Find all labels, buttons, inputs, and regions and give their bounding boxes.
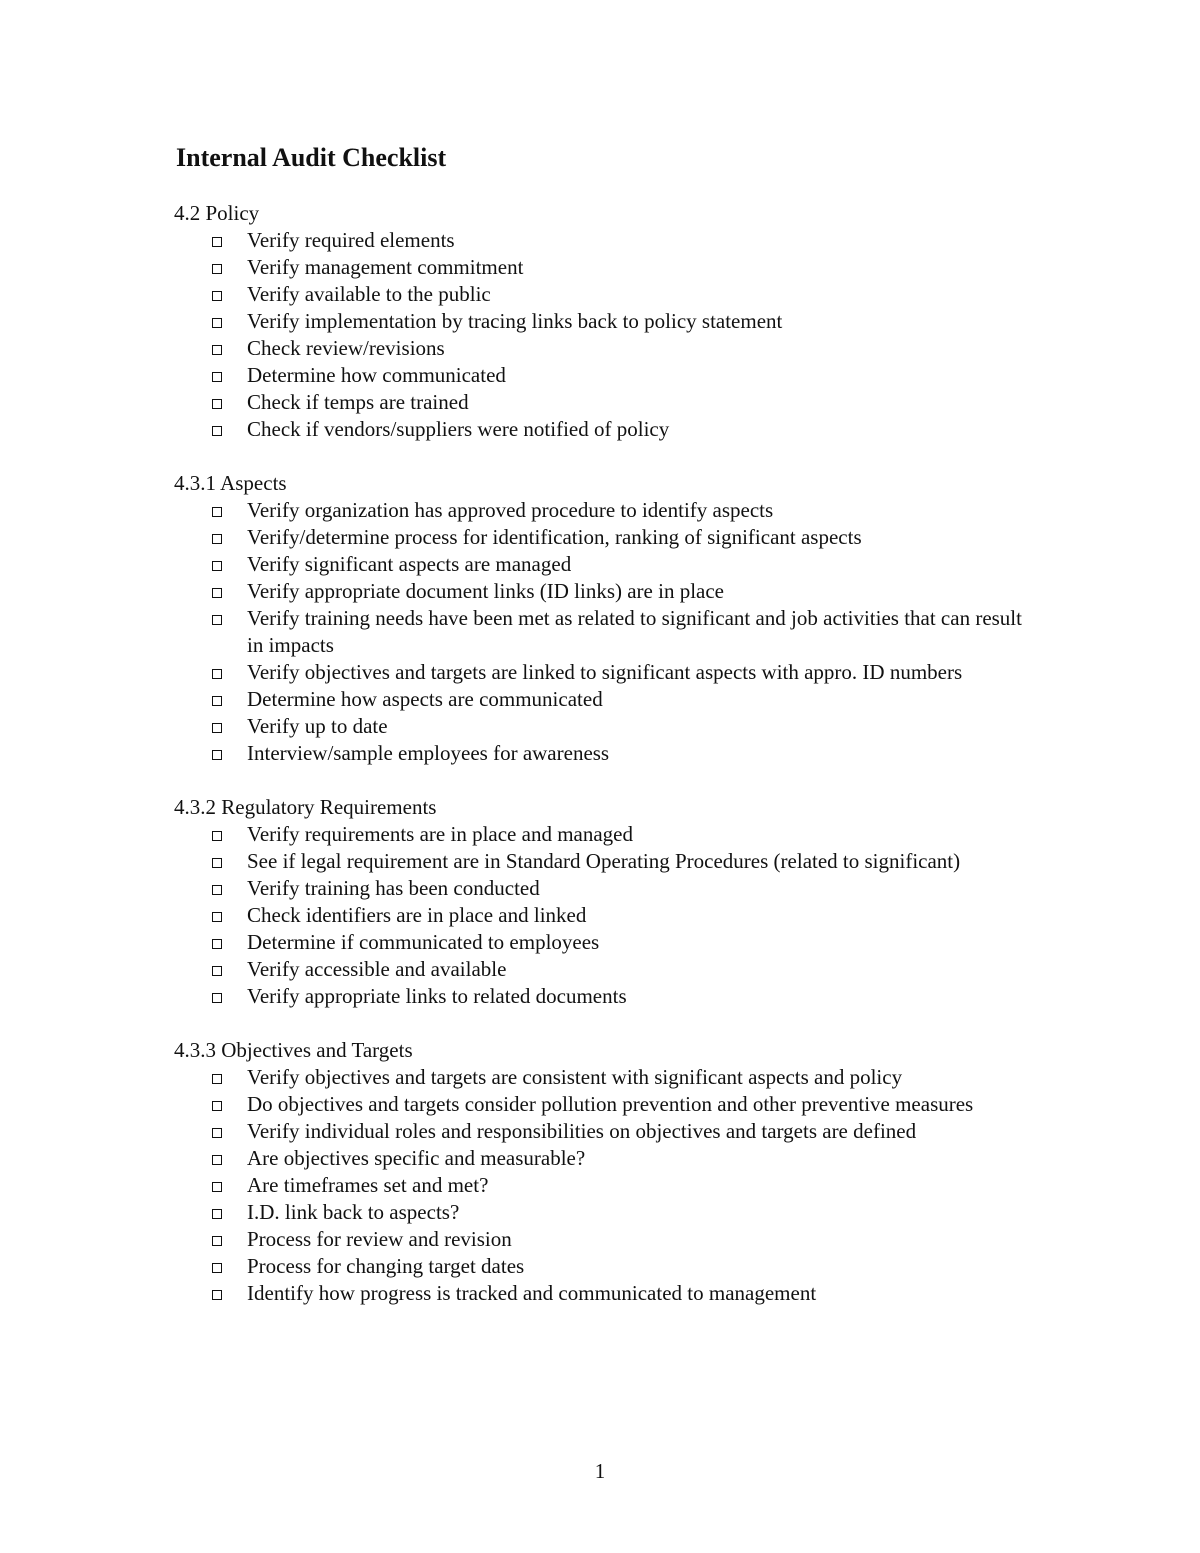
- checklist-section: [174, 470, 1054, 767]
- checklist-item: [174, 362, 1037, 389]
- checkbox-icon[interactable]: [212, 1128, 222, 1138]
- checklist-item: [174, 389, 1037, 416]
- checklist-item: [174, 659, 1037, 686]
- checklist-item: [174, 821, 1037, 848]
- checkbox-icon[interactable]: [212, 1155, 222, 1165]
- checklist-item: [174, 281, 1037, 308]
- checklist-item: [174, 227, 1037, 254]
- checklist-item-text: Verify objectives and targets are consistent with significant aspects and policy: [247, 1065, 903, 1089]
- checklist-item-text: Verify individual roles and responsibilities on objectives and targets are defined: [247, 1119, 917, 1143]
- checklist-item: [174, 254, 1037, 281]
- checklist-item: [174, 308, 1037, 335]
- checkbox-icon[interactable]: [212, 696, 222, 706]
- checklist-item-text: Are objectives specific and measurable?: [247, 1146, 586, 1170]
- checklist-item: [174, 497, 1037, 524]
- section-heading: 4.2 Policy: [174, 201, 260, 225]
- checklist-item-text: Verify requirements are in place and managed: [247, 822, 633, 846]
- checkbox-icon[interactable]: [212, 291, 222, 301]
- checklist-item-text: Process for changing target dates: [247, 1254, 525, 1278]
- checklist-item: [174, 335, 1037, 362]
- checkbox-icon[interactable]: [212, 966, 222, 976]
- checkbox-icon[interactable]: [212, 993, 222, 1003]
- checklist-item-text: Determine how aspects are communicated: [247, 687, 603, 711]
- checkbox-icon[interactable]: [212, 1101, 222, 1111]
- checkbox-icon[interactable]: [212, 561, 222, 571]
- checklist-item-text: Check if temps are trained: [247, 390, 469, 414]
- checklist-item: [174, 848, 1037, 875]
- checkbox-icon[interactable]: [212, 318, 222, 328]
- checklist-item: [174, 713, 1037, 740]
- checklist-item-text: Check if vendors/suppliers were notified of policy: [247, 417, 670, 441]
- checklist-item-text: I.D. link back to aspects?: [247, 1200, 460, 1224]
- checklist-item-text: Check review/revisions: [247, 336, 445, 360]
- checklist-item: [174, 1064, 1037, 1091]
- checklist-item: [174, 740, 1037, 767]
- checklist-item: [174, 605, 1037, 659]
- checkbox-icon[interactable]: [212, 615, 222, 625]
- checklist-item-text: Determine if communicated to employees: [247, 930, 600, 954]
- checklist-item-text: Are timeframes set and met?: [247, 1173, 489, 1197]
- checklist-item: [174, 686, 1037, 713]
- checklist-item: [174, 875, 1037, 902]
- checklist-item: [174, 1145, 1037, 1172]
- checkbox-icon[interactable]: [212, 507, 222, 517]
- checklist-section: [174, 200, 1054, 443]
- checkbox-icon[interactable]: [212, 1236, 222, 1246]
- checklist-item-text: Verify objectives and targets are linked to significant aspects with appro. ID numbers: [247, 660, 963, 684]
- checkbox-icon[interactable]: [212, 237, 222, 247]
- checkbox-icon[interactable]: [212, 534, 222, 544]
- checkbox-icon[interactable]: [212, 939, 222, 949]
- checklist-item: [174, 1172, 1037, 1199]
- checklist-item-text: Verify up to date: [247, 714, 388, 738]
- checklist-content: [174, 200, 1054, 1334]
- document-title: Internal Audit Checklist: [176, 143, 447, 172]
- section-heading: 4.3.1 Aspects: [174, 471, 287, 495]
- checklist-item-text: Verify training has been conducted: [247, 876, 540, 900]
- checklist-item-text: Do objectives and targets consider pollution prevention and other preventive measures: [247, 1092, 974, 1116]
- checkbox-icon[interactable]: [212, 1182, 222, 1192]
- checklist-item: [174, 1199, 1037, 1226]
- checklist-item-text: Verify accessible and available: [247, 957, 507, 981]
- checkbox-icon[interactable]: [212, 885, 222, 895]
- checkbox-icon[interactable]: [212, 750, 222, 760]
- checklist-item: [174, 1226, 1037, 1253]
- checklist-section: [174, 794, 1054, 1010]
- checklist-item-text: Interview/sample employees for awareness: [247, 741, 610, 765]
- checkbox-icon[interactable]: [212, 912, 222, 922]
- checklist-item: [174, 902, 1037, 929]
- checklist-item: [174, 929, 1037, 956]
- checkbox-icon[interactable]: [212, 669, 222, 679]
- checklist-item: [174, 1091, 1037, 1118]
- checklist-item: [174, 1280, 1037, 1307]
- checklist-item: [174, 1118, 1037, 1145]
- checklist-items: [174, 1064, 1054, 1307]
- checklist-item: [174, 1253, 1037, 1280]
- checklist-item: [174, 578, 1037, 605]
- checkbox-icon[interactable]: [212, 723, 222, 733]
- checkbox-icon[interactable]: [212, 264, 222, 274]
- checkbox-icon[interactable]: [212, 345, 222, 355]
- checklist-section: [174, 1037, 1054, 1307]
- checklist-item-text: Verify/determine process for identification, ranking of significant aspects: [247, 525, 862, 549]
- checkbox-icon[interactable]: [212, 1290, 222, 1300]
- checkbox-icon[interactable]: [212, 1074, 222, 1084]
- checklist-items: [174, 227, 1054, 443]
- checklist-item-text: Verify organization has approved procedure to identify aspects: [247, 498, 774, 522]
- checklist-item-text: Verify appropriate links to related documents: [247, 984, 627, 1008]
- checkbox-icon[interactable]: [212, 399, 222, 409]
- section-heading: 4.3.2 Regulatory Requirements: [174, 795, 437, 819]
- checklist-item-text: Process for review and revision: [247, 1227, 512, 1251]
- checklist-item-text: See if legal requirement are in Standard Operating Procedures (related to significant): [247, 849, 961, 873]
- checklist-items: [174, 821, 1054, 1010]
- checkbox-icon[interactable]: [212, 831, 222, 841]
- checklist-item: [174, 524, 1037, 551]
- checklist-item-text: Verify significant aspects are managed: [247, 552, 572, 576]
- checklist-item-text: Determine how communicated: [247, 363, 506, 387]
- page-number: 1: [594, 1459, 606, 1483]
- checkbox-icon[interactable]: [212, 372, 222, 382]
- checklist-item-text: Verify available to the public: [247, 282, 491, 306]
- checklist-items: [174, 497, 1054, 767]
- checkbox-icon[interactable]: [212, 588, 222, 598]
- checkbox-icon[interactable]: [212, 426, 222, 436]
- checklist-item: [174, 956, 1037, 983]
- checklist-item: [174, 416, 1037, 443]
- checkbox-icon[interactable]: [212, 858, 222, 868]
- checkbox-icon[interactable]: [212, 1263, 222, 1273]
- checklist-item-text: Verify appropriate document links (ID links) are in place: [247, 579, 725, 603]
- section-heading: 4.3.3 Objectives and Targets: [174, 1038, 413, 1062]
- checklist-item: [174, 551, 1037, 578]
- checklist-item-text: Identify how progress is tracked and communicated to management: [247, 1281, 817, 1305]
- checklist-item-text: Check identifiers are in place and linked: [247, 903, 587, 927]
- checklist-item-text: Verify required elements: [247, 228, 455, 252]
- checklist-item-text: Verify management commitment: [247, 255, 524, 279]
- checklist-item: [174, 983, 1037, 1010]
- checklist-item-text: Verify implementation by tracing links back to policy statement: [247, 309, 783, 333]
- checklist-item-text: Verify training needs have been met as related to significant and job activities that can result in impacts: [247, 606, 1022, 657]
- checkbox-icon[interactable]: [212, 1209, 222, 1219]
